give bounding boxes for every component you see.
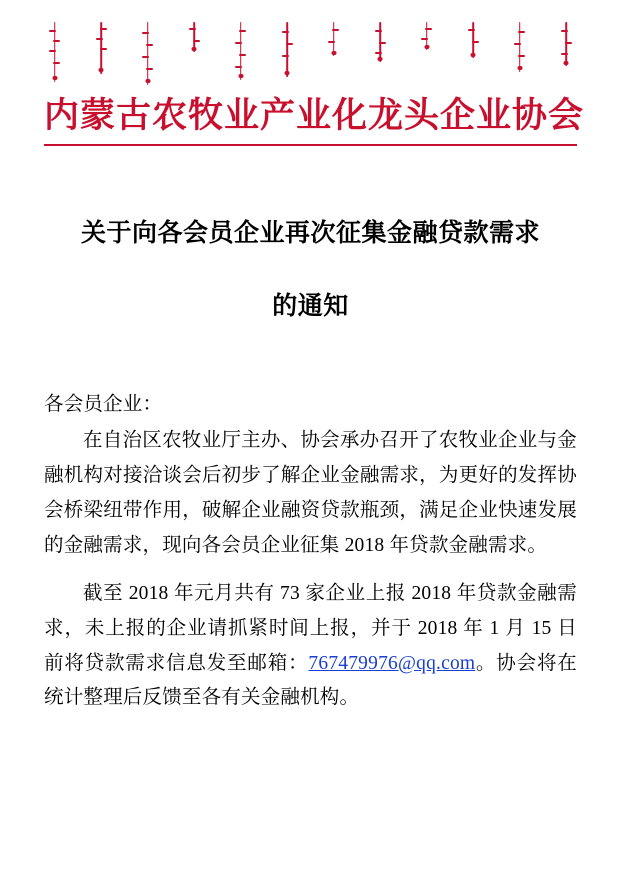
body-paragraph-2 (44, 577, 577, 716)
document-title-line-1: 关于向各会员企业再次征集金融贷款需求 (80, 220, 540, 248)
mongolian-glyph (188, 22, 201, 90)
mongolian-glyph (327, 22, 340, 90)
document-title-line-2: 的通知 (272, 293, 349, 320)
mongolian-glyph (467, 22, 480, 90)
mongolian-glyph (513, 22, 526, 90)
mongolian-script-header (44, 22, 577, 90)
salutation: 各会员企业： (44, 393, 163, 415)
mongolian-glyph (281, 22, 294, 90)
mongolian-glyph (560, 22, 573, 90)
letterhead-divider (44, 144, 577, 146)
document-title (44, 220, 577, 322)
mongolian-glyph (48, 22, 61, 90)
paragraph-2-text-before-email: 截至 2018 年元月共有 73 家企业上报 2018 年贷款金融需求，未上报的企业请抓紧时间上报，并于 2018 年 1 月 15 日前将贷款需求信息发至邮箱： (44, 583, 577, 674)
contact-email-link[interactable]: 767479976@qq.com (308, 652, 476, 674)
body-paragraph-1: 在自治区农牧业厅主办、协会承办召开了农牧业企业与金融机构对接洽谈会后初步了解企业金融需求，为更好的发挥协会桥梁纽带作用，破解企业融资贷款瓶颈，满足企业快速发展的金融需求，现向各会员企业征集 2018 年贷款金融需求。 (44, 430, 577, 556)
organization-name: 内蒙古农牧业产业化龙头企业协会 (44, 96, 585, 135)
document-body (44, 388, 577, 716)
mongolian-glyph (141, 22, 154, 90)
mongolian-glyph (95, 22, 108, 90)
letterhead (44, 0, 585, 146)
mongolian-glyph (374, 22, 387, 90)
mongolian-glyph (420, 22, 433, 90)
paragraph-2-text-after-email: 。协会将在统计整理后反馈至各有关金融机构。 (44, 652, 577, 709)
mongolian-glyph (234, 22, 247, 90)
